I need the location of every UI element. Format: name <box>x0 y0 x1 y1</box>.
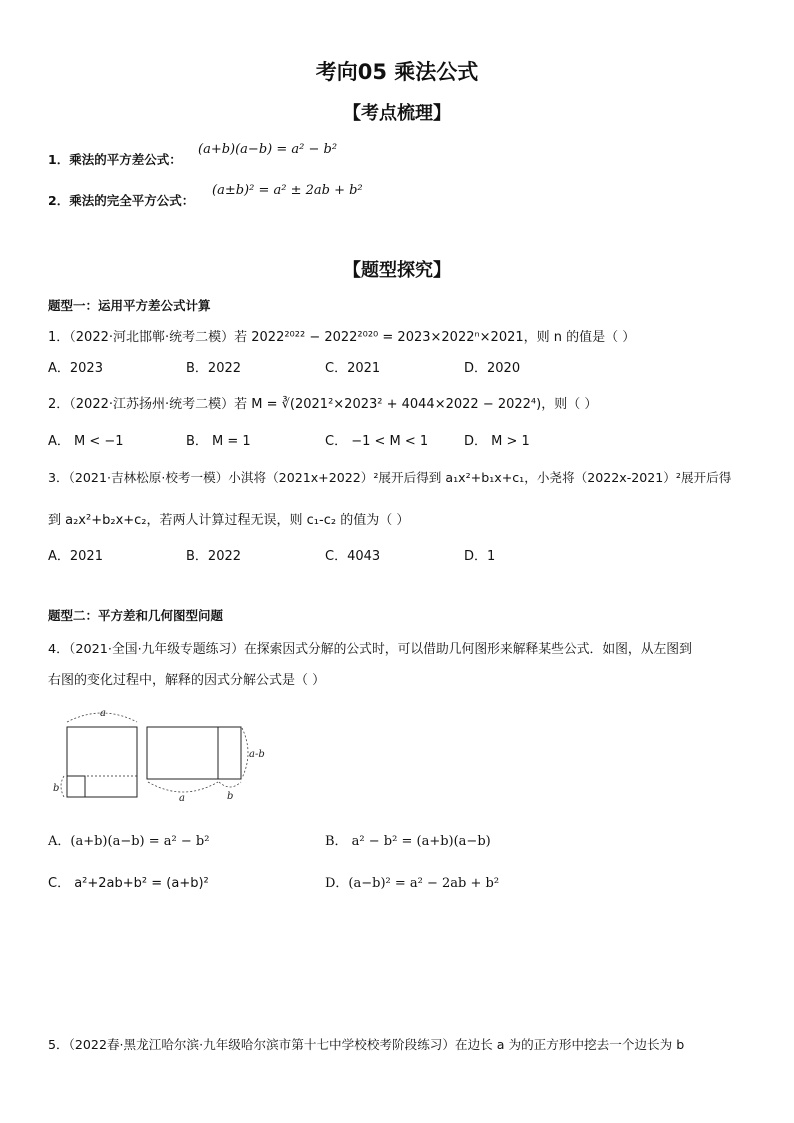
figure-right-side-brace <box>242 728 248 778</box>
question-3-option-b[interactable]: B．2022 <box>186 549 242 564</box>
figure-label-a-bottom: a <box>179 793 185 804</box>
question-1-option-c[interactable]: C．2021 <box>325 361 381 376</box>
question-3-stem-line1: 3．（2021·吉林松原·校考一模）小淇将（2021x+2022）²展开后得到 a₁x²+b₁x+c₁，小尧将（2022x-2021）²展开后得 <box>48 470 732 485</box>
formula2-label: 2．乘法的完全平方公式： <box>48 193 195 208</box>
section-heading-key-points: 【考点梳理】 <box>343 103 451 124</box>
question-4-option-c[interactable] <box>48 872 209 891</box>
question-2-stem: 2．（2022·江苏扬州·统考二模）若 M = ∛(2021²×2023² + 4044×2022 − 2022⁴)，则（ ） <box>48 397 598 412</box>
figure-label-a-minus-b: a-b <box>249 749 265 760</box>
question-type-1-heading: 题型一：运用平方差公式计算 <box>48 298 211 313</box>
question-3-stem-line2: 到 a₂x²+b₂x+c₂，若两人计算过程无误，则 c₁-c₂ 的值为（ ） <box>48 513 410 528</box>
question-4-option-b[interactable]: B． a² − b² = (a+b)(a−b) <box>325 834 491 849</box>
figure-label-b-left: b <box>53 783 60 794</box>
figure-right-bottom-brace-b <box>219 782 241 787</box>
page-title: 考向05 乘法公式 <box>315 60 479 84</box>
figure-label-a-top: a <box>100 708 106 719</box>
question-1-stem: 1．（2022·河北邯郸·统考二模）若 2022²⁰²² − 2022²⁰²⁰ = 2023×2022ⁿ×2021，则 n 的值是（ ） <box>48 330 636 345</box>
question-2-option-d[interactable]: D． M > 1 <box>464 434 530 449</box>
question-3-option-a[interactable]: A．2021 <box>48 549 103 564</box>
question-4-option-d[interactable]: D．(a−b)² = a² − 2ab + b² <box>325 876 500 891</box>
question-type-2-heading: 题型二：平方差和几何图型问题 <box>48 608 224 623</box>
question-4-stem-line2: 右图的变化过程中，解释的因式分解公式是（ ） <box>48 673 326 688</box>
question-2-option-b[interactable]: B． M = 1 <box>186 434 251 449</box>
question-1-option-a[interactable]: A．2023 <box>48 361 103 376</box>
figure-right-rectangle <box>147 727 241 779</box>
question-4-figure <box>50 702 280 806</box>
formula1-expression: (a+b)(a−b) = a² − b² <box>198 142 338 157</box>
figure-right-bottom-brace-a <box>148 782 218 792</box>
figure-left-square <box>67 727 137 797</box>
question-4-option-c-text: C． a²+2ab+b² = (a+b)² <box>48 876 209 891</box>
formula1-label: 1．乘法的平方差公式： <box>48 152 182 167</box>
figure-label-b-bottom: b <box>227 791 234 802</box>
question-3-option-c[interactable]: C．4043 <box>325 549 381 564</box>
figure-left-small-square <box>67 776 85 797</box>
question-5-stem-line1: 5．（2022春·黑龙江哈尔滨·九年级哈尔滨市第十七中学校校考阶段练习）在边长 a 为的正方形中挖去一个边长为 b <box>48 1037 685 1052</box>
question-4-stem-line1: 4．（2021·全国·九年级专题练习）在探索因式分解的公式时，可以借助几何图形来解释某些公式．如图，从左图到 <box>48 642 692 657</box>
question-3-option-d[interactable]: D．1 <box>464 549 496 564</box>
question-1-option-d[interactable]: D．2020 <box>464 361 521 376</box>
question-2-option-a[interactable]: A． M < −1 <box>48 434 124 449</box>
question-4-option-a[interactable]: A．(a+b)(a−b) = a² − b² <box>48 834 210 849</box>
question-1-option-b[interactable]: B．2022 <box>186 361 242 376</box>
section-heading-question-types: 【题型探究】 <box>343 260 451 281</box>
formula2-expression: (a±b)² = a² ± 2ab + b² <box>212 183 363 198</box>
figure-left-side-brace <box>61 776 64 797</box>
question-2-option-c[interactable]: C． −1 < M < 1 <box>325 434 429 449</box>
